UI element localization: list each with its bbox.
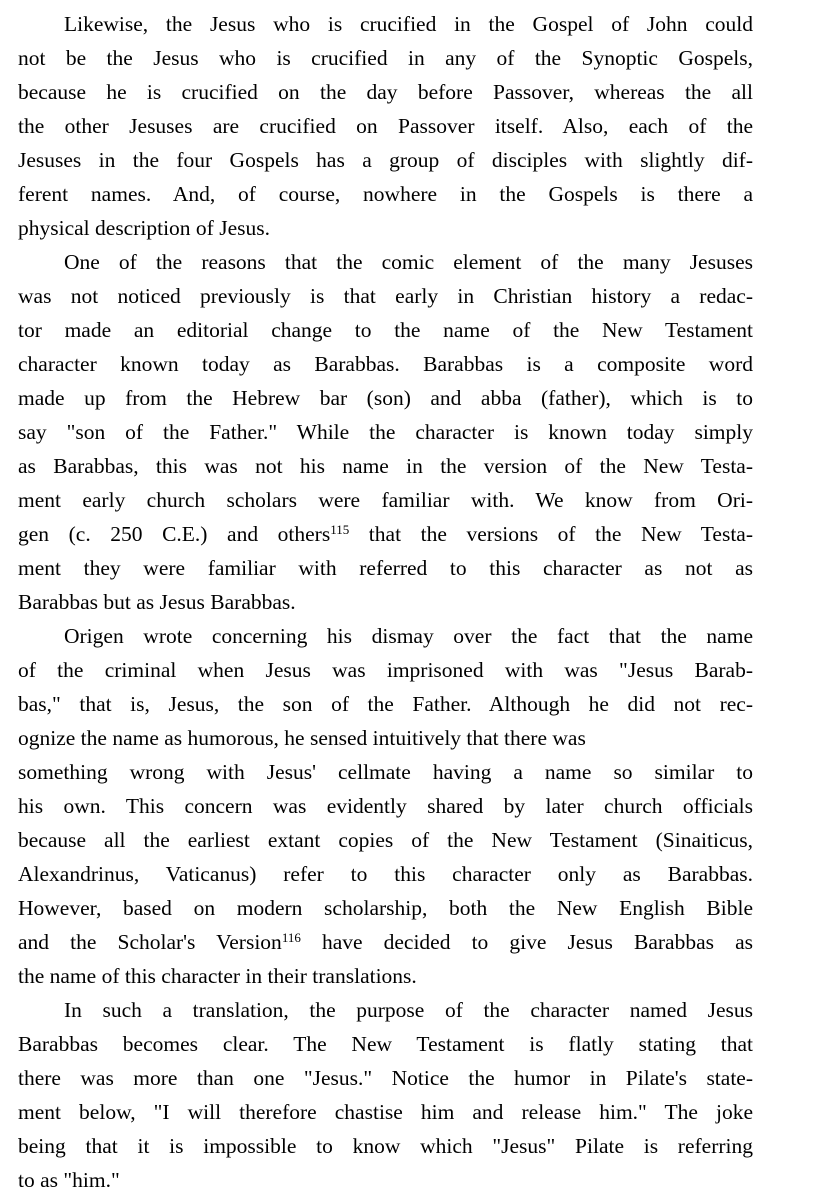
text-run: ferent names. And, of course, nowhere in the Gospels is there a bbox=[18, 182, 753, 206]
text-run: as Barabbas, this was not his name in the version of the New Testa- bbox=[18, 454, 753, 478]
text-line bbox=[18, 177, 753, 211]
text-line bbox=[18, 415, 753, 449]
text-run: ment below, "I will therefore chastise him and release him." The joke bbox=[18, 1100, 753, 1124]
text-line bbox=[18, 1129, 753, 1163]
text-run: Likewise, the Jesus who is crucified in the Gospel of John could bbox=[64, 12, 753, 36]
text-run: ment early church scholars were familiar with. We know from Ori- bbox=[18, 488, 753, 512]
text-line bbox=[18, 279, 753, 313]
text-line bbox=[18, 857, 753, 891]
text-run: there was more than one "Jesus." Notice the humor in Pilate's state- bbox=[18, 1066, 753, 1090]
text-line bbox=[18, 619, 753, 653]
text-run: Barabbas but as Jesus Barabbas. bbox=[18, 590, 296, 614]
text-line bbox=[18, 891, 753, 925]
text-run: tor made an editorial change to the name of the New Testament bbox=[18, 318, 753, 342]
text-run: because he is crucified on the day before Passover, whereas the all bbox=[18, 80, 753, 104]
text-run: and the Scholar's Version bbox=[18, 930, 282, 954]
paragraph bbox=[18, 993, 753, 1197]
text-line bbox=[18, 585, 753, 619]
text-run: because all the earliest extant copies of the New Testament (Sinaiticus, bbox=[18, 828, 753, 852]
text-run: that the versions of the New Testa- bbox=[349, 522, 753, 546]
text-line bbox=[18, 143, 753, 177]
text-run: something wrong with Jesus' cellmate having a name so similar to bbox=[18, 760, 753, 784]
text-line bbox=[18, 313, 753, 347]
footnote-reference: 116 bbox=[281, 929, 301, 945]
text-line bbox=[18, 381, 753, 415]
text-run: the other Jesuses are crucified on Passover itself. Also, each of the bbox=[18, 114, 753, 138]
page-text bbox=[18, 7, 753, 1197]
text-run: being that it is impossible to know which "Jesus" Pilate is referring bbox=[18, 1134, 753, 1158]
text-line bbox=[18, 993, 753, 1027]
text-line bbox=[18, 687, 753, 721]
text-line bbox=[18, 41, 753, 75]
text-line bbox=[18, 449, 753, 483]
text-line bbox=[18, 1163, 753, 1197]
text-run: ment they were familiar with referred to this character as not as bbox=[18, 556, 753, 580]
text-line bbox=[18, 1095, 753, 1129]
text-run: the name of this character in their translations. bbox=[18, 964, 417, 988]
text-line bbox=[18, 1061, 753, 1095]
text-run: of the criminal when Jesus was imprisoned with was "Jesus Barab- bbox=[18, 658, 753, 682]
text-run: say "son of the Father." While the character is known today simply bbox=[18, 420, 753, 444]
text-run: bas," that is, Jesus, the son of the Father. Although he did not rec- bbox=[18, 692, 753, 716]
text-line bbox=[18, 789, 753, 823]
text-run: However, based on modern scholarship, both the New English Bible bbox=[18, 896, 753, 920]
text-line bbox=[18, 959, 753, 993]
paragraph bbox=[18, 7, 753, 245]
text-line bbox=[18, 517, 753, 551]
paragraph bbox=[18, 245, 753, 619]
text-run: ognize the name as humorous, he sensed intuitively that there was bbox=[18, 726, 586, 750]
text-run: made up from the Hebrew bar (son) and abba (father), which is to bbox=[18, 386, 753, 410]
text-run: not be the Jesus who is crucified in any of the Synoptic Gospels, bbox=[18, 46, 753, 70]
paragraph bbox=[18, 619, 753, 993]
text-run: have decided to give Jesus Barabbas as bbox=[300, 930, 753, 954]
text-run: In such a translation, the purpose of the character named Jesus bbox=[64, 998, 753, 1022]
text-line bbox=[18, 7, 753, 41]
text-line bbox=[18, 1027, 753, 1061]
text-line bbox=[18, 483, 753, 517]
text-line bbox=[18, 211, 753, 245]
text-run: Jesuses in the four Gospels has a group of disciples with slightly dif- bbox=[18, 148, 753, 172]
text-run: character known today as Barabbas. Barabbas is a composite word bbox=[18, 352, 753, 376]
text-run: Alexandrinus, Vaticanus) refer to this character only as Barabbas. bbox=[18, 862, 753, 886]
text-run: was not noticed previously is that early in Christian history a redac- bbox=[18, 284, 753, 308]
text-line bbox=[18, 823, 753, 857]
text-run: gen (c. 250 C.E.) and others bbox=[18, 522, 331, 546]
text-run: Origen wrote concerning his dismay over the fact that the name bbox=[64, 624, 753, 648]
text-run: physical description of Jesus. bbox=[18, 216, 270, 240]
text-line bbox=[18, 109, 753, 143]
footnote-reference: 115 bbox=[330, 521, 350, 537]
text-line bbox=[18, 75, 753, 109]
text-line bbox=[18, 245, 753, 279]
text-run: to as "him." bbox=[18, 1168, 120, 1192]
text-line bbox=[18, 925, 753, 959]
text-line bbox=[18, 551, 753, 585]
text-run: One of the reasons that the comic element of the many Jesuses bbox=[64, 250, 753, 274]
text-line bbox=[18, 653, 753, 687]
text-line bbox=[18, 347, 753, 381]
text-run: his own. This concern was evidently shared by later church officials bbox=[18, 794, 753, 818]
text-run: Barabbas becomes clear. The New Testament is flatly stating that bbox=[18, 1032, 753, 1056]
text-line bbox=[18, 755, 753, 789]
text-line bbox=[18, 721, 753, 755]
